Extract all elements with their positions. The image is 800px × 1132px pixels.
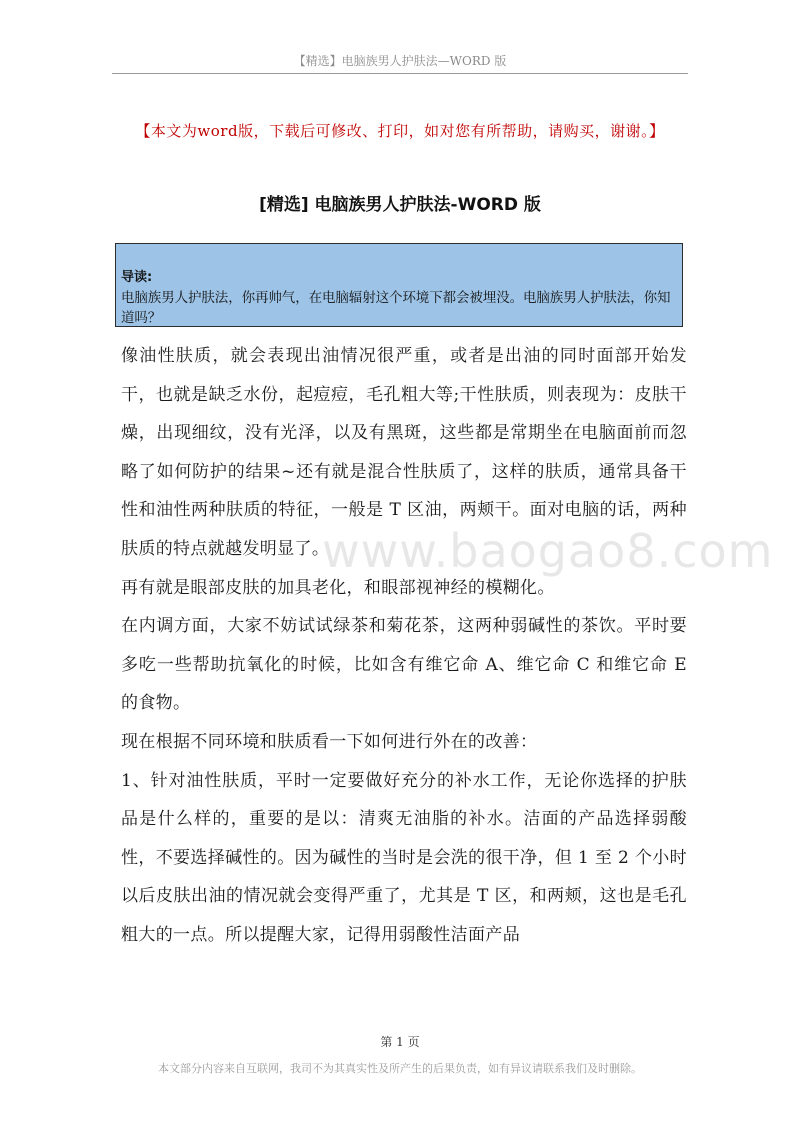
intro-box xyxy=(115,243,683,327)
watermark: www.baogao8.com xyxy=(322,524,774,578)
footer-disclaimer: 本文部分内容来自互联网，我司不为其真实性及所产生的后果负责，如有异议请联系我们及时删除。 xyxy=(158,1062,642,1075)
body-paragraph: 在内调方面，大家不妨试试绿茶和菊花茶，这两种弱碱性的茶饮。平时要多吃一些帮助抗氧化的时候，比如含有维它命 A、维它命 C 和维它命 E 的食物。 xyxy=(121,616,687,714)
intro-label: 导读: xyxy=(121,270,153,285)
running-header: 【精选】电脑族男人护肤法—WORD 版 xyxy=(293,54,507,68)
page-number: 第 1 页 xyxy=(380,1035,420,1049)
article-body xyxy=(121,337,687,955)
intro-text: 电脑族男人护肤法，你再帅气，在电脑辐射这个环境下都会被埋没。电脑族男人护肤法，你知道吗？ xyxy=(121,290,671,326)
body-paragraph: 现在根据不同环境和肤质看一下如何进行外在的改善： xyxy=(121,731,538,752)
header-divider xyxy=(112,73,688,74)
document-title: [精选] 电脑族男人护肤法-WORD 版 xyxy=(259,195,541,215)
purchase-notice: 【本文为word版，下载后可修改、打印，如对您有所帮助，请购买，谢谢。】 xyxy=(135,122,665,140)
body-paragraph: 再有就是眼部皮肤的加具老化，和眼部视神经的模糊化。 xyxy=(121,577,555,598)
body-paragraph: 像油性肤质，就会表现出油情况很严重，或者是出油的同时面部开始发干，也就是缺乏水份，起痘痘，毛孔粗大等;干性肤质，则表现为：皮肤干燥，出现细纹，没有光泽，以及有黑斑，这些都是常期坐在电脑面前而忽略了如何防护的结果~还有就是混合性肤质了，这样的肤质，通常具备干性和油性两种肤质的特征，一般是 T 区油，两颊干。面对电脑的话，两种肤质的特点就越发明显了。 xyxy=(121,346,687,559)
body-paragraph: 1、针对油性肤质，平时一定要做好充分的补水工作，无论你选择的护肤品是什么样的，重要的是以：清爽无油脂的补水。洁面的产品选择弱酸性，不要选择碱性的。因为碱性的当时是会洗的很干净，但 1 至 2 个小时以后皮肤出油的情况就会变得严重了，尤其是 T 区，和两颊，这也是毛孔粗大的一点。所以提醒大家，记得用弱酸性洁面产品 xyxy=(121,770,687,945)
